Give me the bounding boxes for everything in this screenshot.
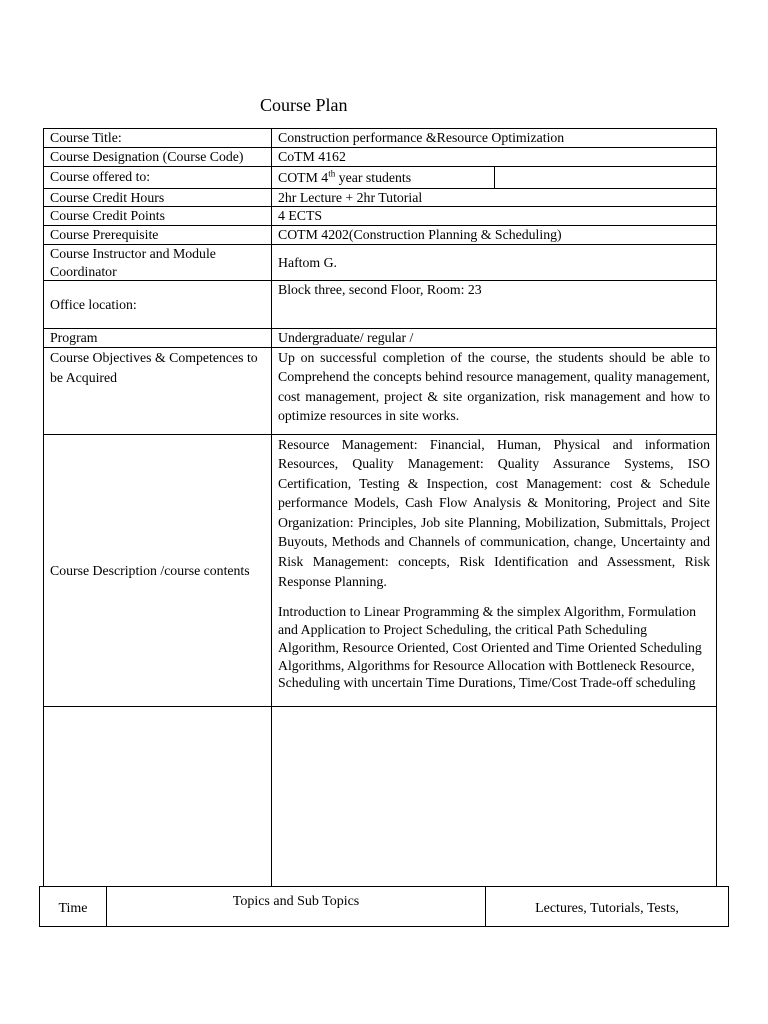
instructor-label: Course Instructor and Module Coordinator	[44, 245, 272, 281]
description-label: Course Description /course contents	[44, 434, 272, 706]
credit-points-label: Course Credit Points	[44, 207, 272, 226]
table-row	[44, 434, 717, 706]
topics-header: Topics and Sub Topics	[107, 887, 486, 927]
blank-label-cell	[44, 706, 272, 886]
description-paragraph-2: Introduction to Linear Programming & the simplex Algorithm, Formulation and Application to Project Scheduling, the critical Path Scheduling Algorithm, Resource Oriented, Cost Oriented and Time Oriented Scheduling Algorithms, Algorithms for Resource Allocation with Bottleneck Resource, Scheduling with uncertain Time Durations, Time/Cost Trade-off scheduling	[278, 604, 702, 691]
course-offered-label: Course offered to:	[44, 166, 272, 188]
office-value: Block three, second Floor, Room: 23	[272, 281, 717, 329]
table-row	[44, 706, 717, 886]
schedule-header-table	[39, 886, 729, 927]
course-info-table	[43, 128, 717, 887]
table-row	[44, 188, 717, 207]
table-row	[44, 207, 717, 226]
prerequisite-label: Course Prerequisite	[44, 226, 272, 245]
table-row	[44, 281, 717, 329]
description-cell	[272, 434, 717, 706]
program-label: Program	[44, 329, 272, 348]
credit-points-value: 4 ECTS	[272, 207, 717, 226]
table-row	[40, 887, 729, 927]
table-row	[44, 329, 717, 348]
blank-value-cell	[272, 706, 717, 886]
page-title: Course Plan	[260, 95, 348, 115]
office-label: Office location:	[44, 281, 272, 329]
course-designation-value: CoTM 4162	[272, 147, 717, 166]
table-row	[44, 147, 717, 166]
table-row	[44, 347, 717, 434]
objectives-value: Up on successful completion of the course, the students should be able to Comprehend the concepts behind resource management, quality management, cost management, project & site organization, risk management and how to optimize resources in site works.	[272, 347, 717, 434]
table-row	[44, 129, 717, 148]
program-value: Undergraduate/ regular /	[272, 329, 717, 348]
objectives-label: Course Objectives & Competences to be Acquired	[44, 347, 272, 434]
time-header: Time	[40, 887, 107, 927]
course-offered-value: COTM 4th year students	[272, 167, 495, 188]
course-title-value: Construction performance &Resource Optimization	[272, 129, 717, 148]
activities-header: Lectures, Tutorials, Tests,	[486, 887, 729, 927]
credit-hours-value: 2hr Lecture + 2hr Tutorial	[272, 188, 717, 207]
credit-hours-label: Course Credit Hours	[44, 188, 272, 207]
instructor-value: Haftom G.	[272, 245, 717, 281]
prerequisite-value: COTM 4202(Construction Planning & Scheduling)	[272, 226, 717, 245]
course-designation-label: Course Designation (Course Code)	[44, 147, 272, 166]
table-row	[44, 166, 717, 188]
table-row	[44, 245, 717, 281]
course-offered-cell	[272, 166, 717, 188]
description-paragraph-1: Resource Management: Financial, Human, Physical and information Resources, Quality Management: Quality Assurance Systems, ISO Certification, Testing & Inspection, cost Management: cost & Schedule performance Models, Cash Flow Analysis & Monitoring, Project and Site Organization: Principles, Job site Planning, Mobilization, Submittals, Project Buyouts, Methods and Channels of communication, change, Uncertainty and Risk Management: concepts, Risk Identification and Assessment, Risk Response Planning.	[278, 436, 710, 589]
table-row	[44, 226, 717, 245]
course-title-label: Course Title:	[44, 129, 272, 148]
